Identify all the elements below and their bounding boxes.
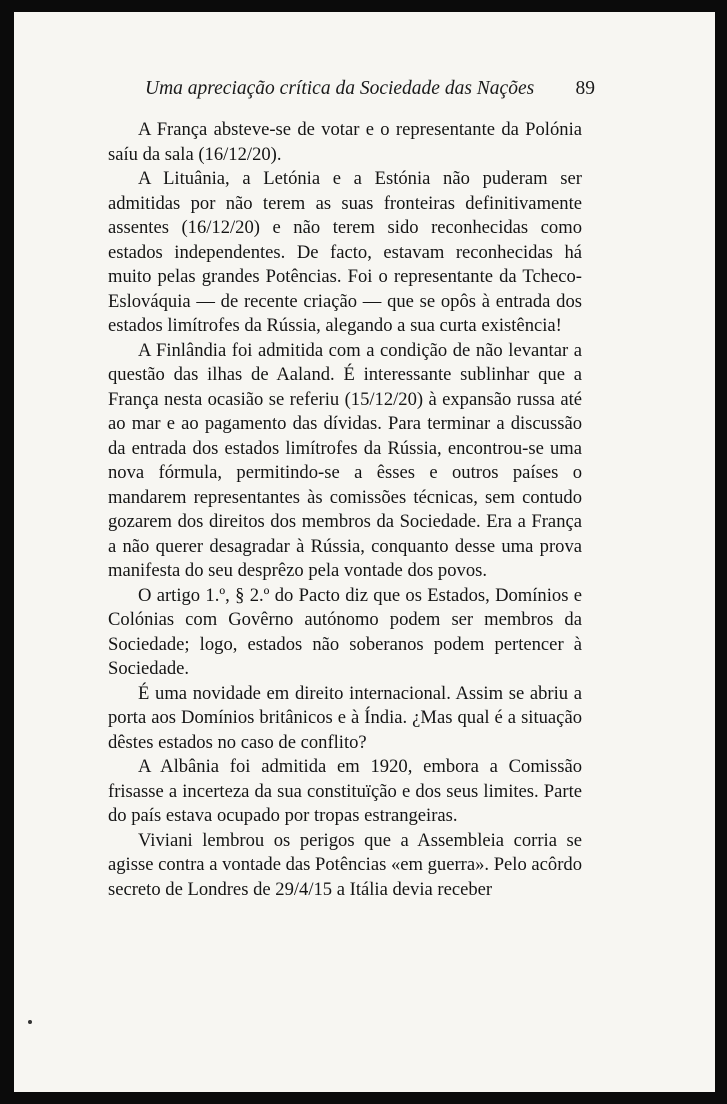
paragraph: O artigo 1.º, § 2.º do Pacto diz que os Estados, Domínios e Colónias com Govêrno autónomo podem ser membros da Sociedade; logo, estados não soberanos podem pertencer à Sociedade. [108,584,582,679]
paragraph: A Finlândia foi admitida com a condição de não levantar a questão das ilhas de Aaland. É interessante sublinhar que a França nesta ocasião se referiu (15/12/20) à expansão russa até ao mar e ao pagamento das dívidas. Para terminar a discussão da entrada dos estados limítrofes da Rússia, encontrou-se uma nova fórmula, permitindo-se a êsses e outros países o mandarem representantes às comissões técnicas, sem contudo gozarem dos direitos dos membros da Sociedade. Era a França a não querer desagradar à Rússia, conquanto desse uma prova manifesta do seu desprêzo pela vontade dos povos. [108,339,582,581]
paragraph: A Lituânia, a Letónia e a Estónia não puderam ser admitidas por não terem as suas fronteiras definitivamente assentes (16/12/20) e não terem sido reconhecidas como estados independentes. De facto, estavam reconhecidas há muito pelas grandes Potências. Foi o representante da Tcheco-Eslováquia — de recente criação — que se opôs à entrada dos estados limítrofes da Rússia, alegando a sua curta existência! [108,168,582,336]
page-number: 89 [575,78,595,99]
running-title: Uma apreciação crítica da Sociedade das Nações [145,78,535,99]
paragraph: A França absteve-se de votar e o representante da Polónia saíu da sala (16/12/20). [108,119,582,165]
page-body [108,118,582,902]
paragraph: A Albânia foi admitida em 1920, embora a Comissão frisasse a incerteza da sua constituïção e dos seus limites. Parte do país estava ocupado por tropas estrangeiras. [108,756,582,826]
paragraph: É uma novidade em direito internacional. Assim se abriu a porta aos Domínios britânicos e à Índia. ¿Mas qual é a situação dêstes estados no caso de conflito? [108,682,582,753]
scan-speck [28,1020,32,1024]
paragraph: Viviani lembrou os perigos que a Assembleia corria se agisse contra a vontade das Potências «em guerra». Pelo acôrdo secreto de Londres de 29/4/15 a Itália devia receber [108,829,582,900]
running-header [145,78,595,110]
